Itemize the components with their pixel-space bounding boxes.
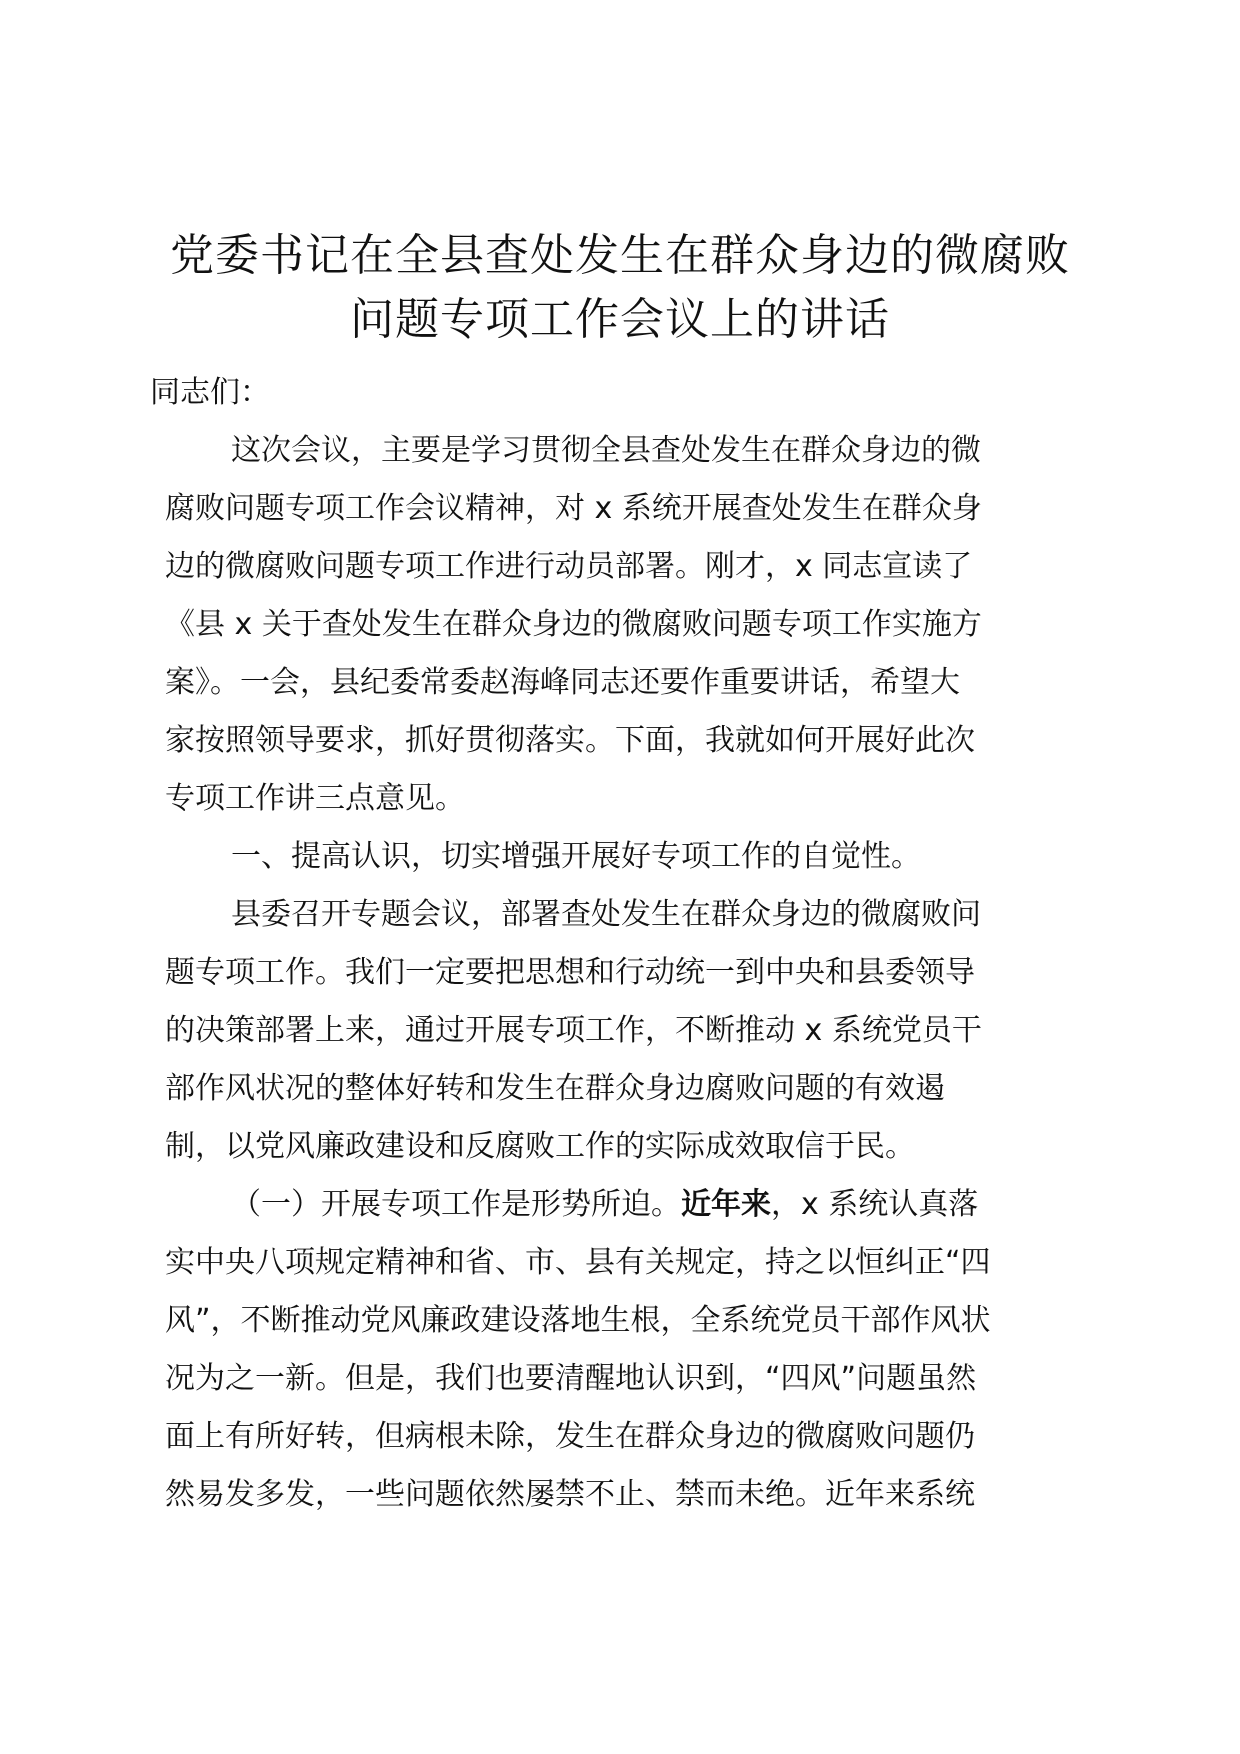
document-body <box>150 364 1100 1524</box>
paragraph-2-line: 题专项工作。我们一定要把思想和行动统一到中央和县委领导 <box>165 955 975 990</box>
paragraph-3-line: 风”，不断推动党风廉政建设落地生根，全系统党员干部作风状 <box>165 1303 991 1338</box>
bold-phrase: 近年来 <box>681 1187 771 1222</box>
paragraph-1-line: 《县 x 关于查处发生在群众身边的微腐败问题专项工作实施方 <box>165 607 982 642</box>
salutation: 同志们： <box>150 375 270 410</box>
section-heading-1: 一、提高认识，切实增强开展好专项工作的自觉性。 <box>231 839 921 874</box>
paragraph-1-line: 腐败问题专项工作会议精神，对 x 系统开展查处发生在群众身 <box>165 491 982 526</box>
paragraph-2-line: 县委召开专题会议，部署查处发生在群众身边的微腐败问 <box>231 897 981 932</box>
paragraph-1-line: 案》。一会，县纪委常委赵海峰同志还要作重要讲话，希望大 <box>165 665 960 700</box>
paragraph-3-line: 况为之一新。但是，我们也要清醒地认识到，“四风”问题虽然 <box>165 1361 977 1396</box>
paragraph-1-line: 专项工作讲三点意见。 <box>165 781 465 816</box>
title-line-1: 党委书记在全县查处发生在群众身边的微腐败 <box>170 230 1070 282</box>
paragraph-3-first-line-rest: ，x 系统认真落 <box>771 1187 979 1222</box>
paragraph-1-line: 边的微腐败问题专项工作进行动员部署。刚才，x 同志宣读了 <box>165 549 973 584</box>
paragraph-3-first-line <box>165 1176 1100 1234</box>
paragraph-2-line: 的决策部署上来，通过开展专项工作，不断推动 x 系统党员干 <box>165 1013 982 1048</box>
paragraph-3-line: 实中央八项规定精神和省、市、县有关规定，持之以恒纠正“四 <box>165 1245 991 1280</box>
title-line-2: 问题专项工作会议上的讲话 <box>350 294 890 346</box>
paragraph-3-line: 然易发多发，一些问题依然屡禁不止、禁而未绝。近年来系统 <box>165 1477 975 1512</box>
paragraph-2-line: 部作风状况的整体好转和发生在群众身边腐败问题的有效遏 <box>165 1071 945 1106</box>
paragraph-3-line: 面上有所好转，但病根未除，发生在群众身边的微腐败问题仍 <box>165 1419 975 1454</box>
paragraph-1-line: 家按照领导要求，抓好贯彻落实。下面，我就如何开展好此次 <box>165 723 975 758</box>
subsection-heading: （一）开展专项工作是形势所迫。 <box>231 1187 681 1222</box>
paragraph-2-line: 制，以党风廉政建设和反腐败工作的实际成效取信于民。 <box>165 1129 915 1164</box>
document-title <box>150 224 1090 352</box>
paragraph-1-line: 这次会议，主要是学习贯彻全县查处发生在群众身边的微 <box>231 433 981 468</box>
